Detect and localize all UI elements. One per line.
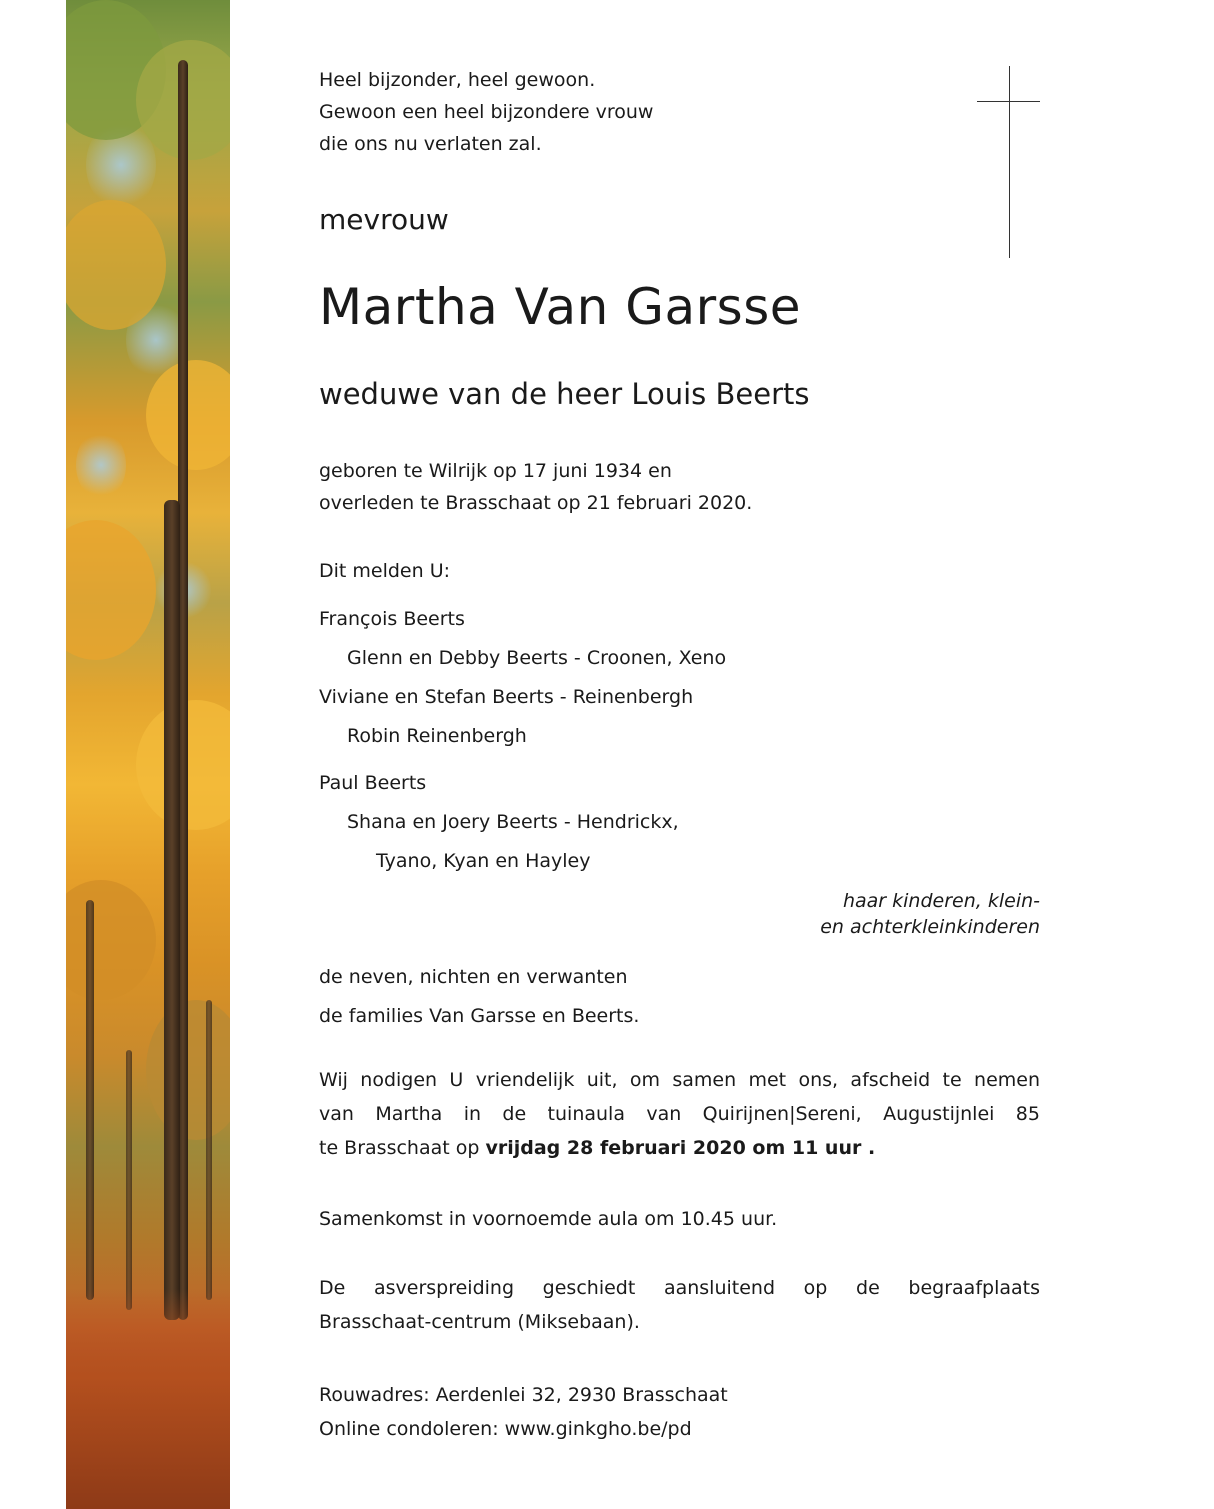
cross-icon	[1009, 66, 1010, 258]
family-member: Shana en Joery Beerts - Hendrickx,	[347, 811, 679, 833]
birth-death-dates	[319, 455, 752, 519]
relation-line: en achterkleinkinderen	[820, 916, 1040, 938]
family-member: Glenn en Debby Beerts - Croonen, Xeno	[347, 647, 727, 669]
title-prefix: mevrouw	[319, 203, 449, 236]
relation-line: haar kinderen, klein-	[842, 890, 1040, 912]
family-member: Robin Reinenbergh	[347, 725, 527, 747]
family-member: François Beerts	[319, 608, 465, 630]
poem	[319, 64, 653, 160]
invitation-line: Wij nodigen U vriendelijk uit, om samen met ons, afscheid te nemen	[319, 1069, 1040, 1091]
birth-line: geboren te Wilrijk op 17 juni 1934 en	[319, 460, 672, 482]
gathering-note: Samenkomst in voornoemde aula om 10.45 uur.	[319, 1208, 778, 1230]
ashes-line: De asverspreiding geschiedt aansluitend op de begraafplaats	[319, 1277, 1040, 1299]
ceremony-datetime: vrijdag 28 februari 2020 om 11 uur .	[485, 1137, 876, 1159]
relatives-line: de neven, nichten en verwanten	[319, 966, 628, 988]
invitation	[319, 1063, 1040, 1165]
poem-line: die ons nu verlaten zal.	[319, 133, 542, 155]
deceased-name: Martha Van Garsse	[319, 278, 802, 336]
relatives-line: de families Van Garsse en Beerts.	[319, 1005, 640, 1027]
invitation-prefix: te Brasschaat op	[319, 1137, 486, 1159]
contact-info	[319, 1378, 1040, 1446]
ashes-line: Brasschaat-centrum (Miksebaan).	[319, 1311, 640, 1333]
autumn-forest-image	[66, 0, 230, 1509]
widow-of: weduwe van de heer Louis Beerts	[319, 377, 810, 411]
announce: Dit melden U:	[319, 560, 451, 582]
cross-icon-bar	[977, 101, 1040, 102]
invitation-line: van Martha in de tuinaula van Quirijnen|Sereni, Augustijnlei 85	[319, 1103, 1040, 1125]
relation-note	[820, 888, 1040, 940]
invitation-line-3	[319, 1131, 1040, 1165]
family-member: Viviane en Stefan Beerts - Reinenbergh	[319, 686, 694, 708]
ashes-note	[319, 1271, 1040, 1339]
family-member: Tyano, Kyan en Hayley	[376, 850, 591, 872]
poem-line: Heel bijzonder, heel gewoon.	[319, 69, 596, 91]
family-member: Paul Beerts	[319, 772, 427, 794]
death-line: overleden te Brasschaat op 21 februari 2020.	[319, 492, 753, 514]
poem-line: Gewoon een heel bijzondere vrouw	[319, 101, 654, 123]
mourning-address: Rouwadres: Aerdenlei 32, 2930 Brasschaat	[319, 1384, 728, 1406]
online-condolence: Online condoleren: www.ginkgho.be/pd	[319, 1418, 692, 1440]
